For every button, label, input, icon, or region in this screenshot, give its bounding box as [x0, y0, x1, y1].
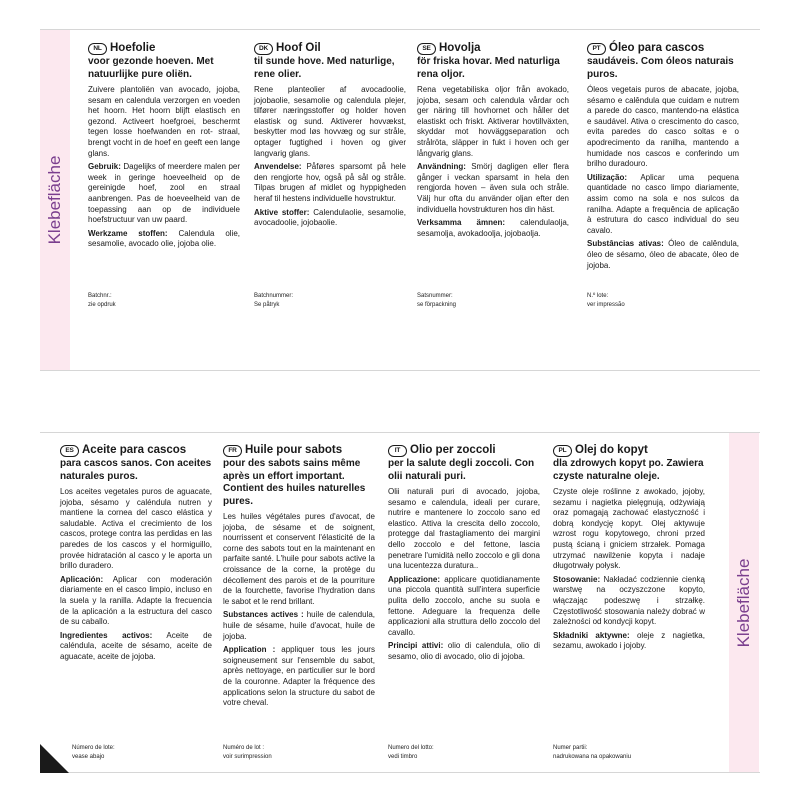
- description: Rene planteolier af avocadoolie, jojobaolie, sesamolie og calendula plejer, tilfører næringsstoffer og holder hoven elastisk og sund. Aktiverer hovvækst, beskytter mod løs hovvæg og sur stråle, optager fugtighed i hoven og giver langvarig glans.: [254, 85, 406, 158]
- ingredients-label: Ingredientes activos:: [60, 630, 153, 640]
- batch-value: nadrukowana na opakowaniu: [553, 753, 632, 760]
- product-title: Olej do kopyt: [575, 444, 648, 456]
- product-subtitle: voor gezonde hoeven. Met natuurlijke pure oliën.: [88, 56, 214, 80]
- panel-header: [417, 42, 569, 55]
- language-badge: SE: [417, 43, 436, 55]
- ingredients-label: Verksamma ämnen:: [417, 218, 505, 228]
- ingredients-text: Calendula olie, sesamolie, avocado olie, jojoba olie.: [88, 228, 240, 249]
- ingredients-text: oleje z nagietka, sezamu, awokado i jojoby.: [553, 630, 705, 651]
- panel-nl: [88, 42, 240, 253]
- usage-label: Substances actives :: [223, 610, 304, 620]
- product-subtitle: dla zdrowych kopyt po. Zawiera czyste naturalne oleje.: [553, 458, 704, 482]
- description: Rena vegetabiliska oljor från avokado, jojoba, sesam och calendula vårdar och ger näring till hovhornet och håller det elastiskt och friskt. Aktiverar hovtillväxten, skyddar mot hovväggseparation och strålröta, släpper in fukt i hoven och ger långvarig glans.: [417, 85, 569, 158]
- batch-info: [254, 292, 293, 309]
- batch-label: N.º lote:: [587, 293, 609, 299]
- panel-pt: [587, 42, 739, 274]
- product-title: Huile pour sabots: [245, 444, 343, 456]
- batch-label: Numéro de lot :: [223, 745, 265, 751]
- description: Les huiles végétales pures d'avocat, de jojoba, de sésame et de soignent, nourrissent et conservent l'élasticité de la corne des sabots tout en la maintenant en parfaite santé. L'huile pour sabots active la croissance de la corne, la protège du décollement des parois et de la pourriture de la fourchette, favorise l'hydration dans le sabot et le rend brillant.: [223, 512, 375, 606]
- divider: [40, 772, 760, 773]
- usage-label: Gebruik:: [88, 162, 121, 172]
- batch-label: Numer partii:: [553, 745, 588, 751]
- batch-label: Numero del lotto:: [388, 745, 434, 751]
- language-badge: DK: [254, 43, 273, 55]
- panel-header: [60, 444, 212, 457]
- language-badge: NL: [88, 43, 107, 55]
- glue-area-label: Klebefläche: [734, 558, 753, 647]
- ingredients-text: Calendulaolie, sesamolie, avocadoolie, jojobaolie.: [254, 207, 406, 228]
- batch-value: voir surimpression: [223, 753, 272, 760]
- panel-header: [223, 444, 375, 457]
- language-badge: FR: [223, 445, 242, 457]
- glue-area-label: Klebefläche: [45, 155, 64, 244]
- usage-text: Aplicar uma pequena quantidade no casco limpo diariamente, assim como na sola e nos sulcos da ranilha. Adapte a frequência de aplicação à estrutura do casco individual do seu cavalo.: [587, 172, 739, 235]
- panel-es: [60, 444, 212, 666]
- product-title: Hovolja: [439, 42, 481, 54]
- usage-label: Anvendelse:: [254, 162, 302, 172]
- divider: [40, 432, 760, 433]
- batch-info: [587, 292, 625, 309]
- batch-value: vease abajo: [72, 753, 105, 760]
- batch-value: Se påtryk: [254, 301, 280, 308]
- divider: [40, 29, 760, 30]
- panel-dk: [254, 42, 406, 232]
- usage-label: Stosowanie:: [553, 574, 601, 584]
- product-subtitle: för friska hovar. Med naturliga rena oljor.: [417, 56, 560, 80]
- product-title: Olio per zoccoli: [410, 444, 496, 456]
- batch-info: [72, 744, 115, 761]
- glue-area-top: [40, 29, 70, 370]
- panel-header: [254, 42, 406, 55]
- panel-it: [388, 444, 540, 666]
- ingredients-label: Application :: [223, 645, 276, 655]
- batch-info: [223, 744, 272, 761]
- batch-info: [388, 744, 434, 761]
- batch-label: Batchnr.:: [88, 293, 112, 299]
- batch-value: se förpackning: [417, 301, 457, 308]
- product-subtitle: pour des sabots sains même après un effort important. Contient des huiles naturelles pures.: [223, 458, 366, 507]
- language-badge: PL: [553, 445, 572, 457]
- ingredients-label: Werkzame stoffen:: [88, 228, 168, 238]
- ingredients-label: Składniki aktywne:: [553, 630, 630, 640]
- usage-text: Påføres sparsomt på hele den rengjorte hov, også på sål og stråle. Tilpas brugen af midlet og hyppigheden heraf til hestens individuelle hovstruktur.: [254, 162, 406, 203]
- batch-label: Batchnummer:: [254, 293, 294, 299]
- language-badge: PT: [587, 43, 606, 55]
- ingredients-label: Aktive stoffer:: [254, 207, 310, 217]
- glue-area-bottom: [729, 432, 759, 773]
- batch-value: zie opdruk: [88, 301, 116, 308]
- ingredients-text: Aceite de caléndula, aceite de sésamo, aceite de aguacate, aceite de jojoba.: [60, 630, 213, 661]
- ingredients-text: olio di calendula, olio di sesamo, olio di avocado, olio di jojoba.: [388, 641, 540, 661]
- product-subtitle: til sunde hove. Med naturlige, rene olier.: [254, 56, 395, 80]
- usage-text: Dagelijks of meerdere malen per week in geringe hoeveelheid op de gereinigde hoef, zool en straal aanbrengen. Pas de hoeveelheid van de toepassing aan op de individuele hoefstructuur van uw paard.: [88, 162, 240, 225]
- batch-info: [417, 292, 456, 309]
- panel-fr: [223, 444, 375, 712]
- product-subtitle: per la salute degli zoccoli. Con olii naturali puri.: [388, 458, 535, 482]
- usage-text: Smörj dagligen eller flera gånger i veckan sparsamt in hela den rengjorda hoven – även sula och stråle. Välj hur ofta du använder oljan efter den individuella hovstrukturen hos din häst.: [417, 162, 569, 214]
- ingredients-text: Óleo de calêndula, óleo de sésamo, óleo de abacate, óleo de jojoba.: [587, 239, 739, 270]
- product-title: Óleo para cascos: [609, 42, 705, 54]
- batch-label: Número de lote:: [72, 745, 115, 751]
- usage-text: Aplicar con moderación diariamente en el casco limpio, incluso en la suela y la ranilla. Adapte la frecuencia de la aplicación a la estructura del casco de su caballo.: [60, 574, 212, 627]
- ingredients-label: Substâncias ativas:: [587, 239, 664, 249]
- product-subtitle: saudáveis. Com óleos naturais puros.: [587, 56, 734, 80]
- batch-info: [553, 744, 631, 761]
- description: Zuivere plantoliën van avocado, jojoba, sesam en calendula verzorgen en voeden het hoorn. Het hoorn blijft elastisch en gezond. Activeert hoefgroei, beschermt tegen losse hoefwanden en rot- straal, brengt vocht in de hoef en geeft een lange glans.: [88, 85, 240, 158]
- description: Czyste oleje roślinne z awokado, jojoby, sezamu i nagietka pielęgnują, odżywiają oraz pomagają zachować elastyczność i dobrą kondycję kopyt. Olej aktywuje wzrost rogu kopytowego, chroni przed pustą ścianą i gniciem strzałek. Pomaga utrzymać nawilżenie kopyta i nadaje długotrwały połysk.: [553, 487, 705, 571]
- product-title: Hoof Oil: [276, 42, 321, 54]
- batch-value: vedi timbro: [388, 753, 418, 760]
- panel-pl: [553, 444, 705, 655]
- panel-header: [88, 42, 240, 55]
- usage-label: Utilização:: [587, 172, 628, 182]
- batch-value: ver impressão: [587, 301, 625, 308]
- product-subtitle: para cascos sanos. Con aceites naturales puros.: [60, 458, 212, 482]
- usage-label: Aplicación:: [60, 574, 104, 584]
- description: Óleos vegetais puros de abacate, jojoba, sésamo e calêndula que cuidam e nutrem a parede do casco, mantendo-na elástica e saudável. Ativa o crescimento do casco, evita paredes do casco soltas e o apodrecimento da ranilha, mantendo a humidade nos cascos e conferindo um brilho duradouro.: [587, 85, 739, 169]
- panel-header: [587, 42, 739, 55]
- usage-text: huile de calendula, huile de sésame, huile d'avocat, huile de jojoba.: [223, 610, 376, 641]
- description: Olii naturali puri di avocado, jojoba, sesamo e calendula, ideali per curare, nutrire e mantenere lo zoccolo sano ed elastico. Attiva la crescita dello zoccolo, protegge dal frastagliamento dei margini dello zoccolo e del fettone, lascia penetrare l'umidità nello zoccolo e gli dona una lucentezza duratura..: [388, 487, 540, 571]
- usage-label: Användning:: [417, 162, 466, 172]
- ingredients-label: Principi attivi:: [388, 641, 444, 651]
- divider: [40, 370, 760, 371]
- product-title: Hoefolie: [110, 42, 156, 54]
- ingredients-text: calendulaolja, sesamolja, avokadoolja, jojobaolja.: [417, 218, 569, 238]
- description: Los aceites vegetales puros de aguacate, jojoba, sésamo y caléndula nutren y mantiene la cornea del casco elástica y saludable. Activa el crecimiento de los cascos, protege contra las perdidas en las paredes de los cascos y el hormiguillo, provée hidratación al casco y le aporta un brillo duradero.: [60, 487, 212, 571]
- usage-text: applicare quotidianamente una piccola quantità sull'intera superficie pulita dello zoccolo, anche su suola e fettone. Adeguare la frequenza delle applicazioni alla struttura dello zoccolo del cavallo.: [388, 574, 540, 637]
- corner-triangle: [40, 744, 69, 773]
- panel-header: [388, 444, 540, 457]
- panel-se: [417, 42, 569, 242]
- language-badge: ES: [60, 445, 79, 457]
- usage-text: Nakładać codziennie cienką warstwę na oczyszczone kopyto, włączając podeszwę i strzałkę. Częstotliwość stosowania należy dobrać w zależności od kondycji kopyt.: [553, 574, 705, 627]
- panel-header: [553, 444, 705, 457]
- product-title: Aceite para cascos: [82, 444, 187, 456]
- usage-label: Applicazione:: [388, 574, 441, 584]
- batch-info: [88, 292, 116, 309]
- ingredients-text: appliquer tous les jours soigneusement sur l'ensemble du sabot, après nettoyage, en particulier sur le bord de la couronne. Adapter la fréquence des applications selon la structure du sabot de votre cheval.: [223, 645, 375, 708]
- batch-label: Satsnummer:: [417, 293, 453, 299]
- language-badge: IT: [388, 445, 407, 457]
